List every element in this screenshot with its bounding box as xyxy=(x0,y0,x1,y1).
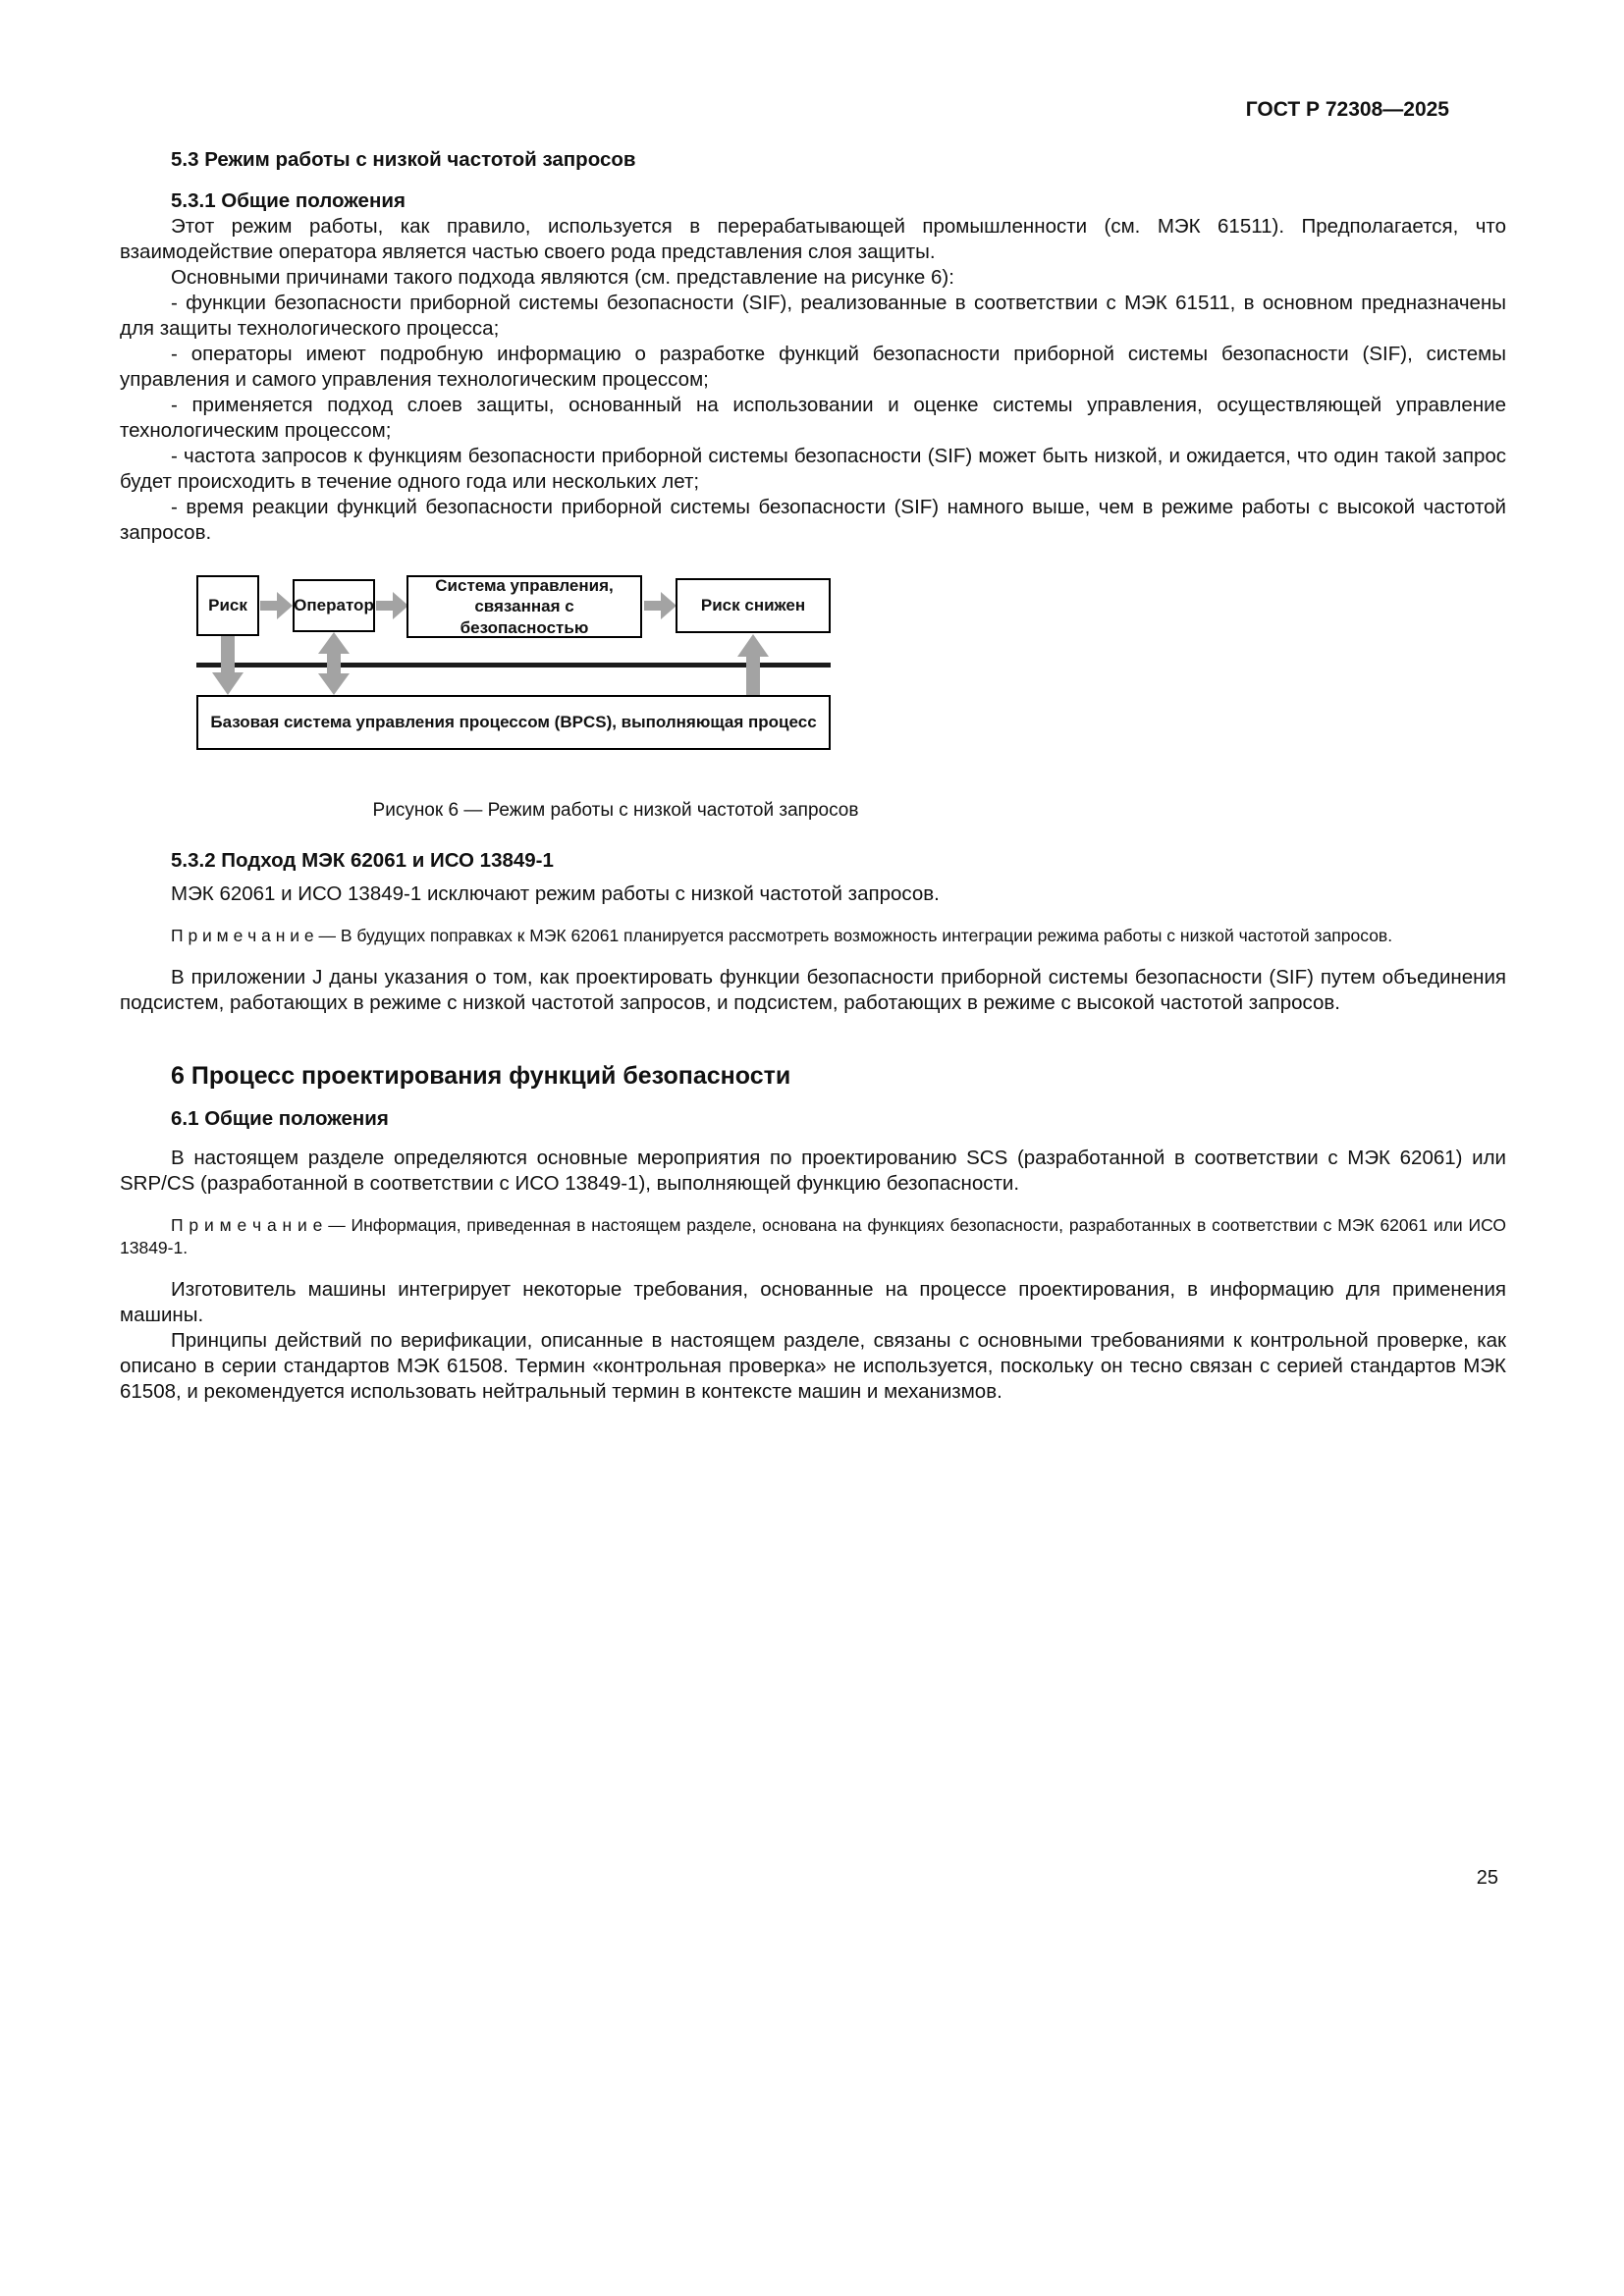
section-5-3-2-title: 5.3.2 Подход МЭК 62061 и ИСО 13849-1 xyxy=(171,849,554,872)
arrow-down-icon xyxy=(211,636,244,695)
arrow-right-icon xyxy=(376,591,409,620)
arrow-right-icon xyxy=(644,591,677,620)
figure-box-operator: Оператор xyxy=(293,579,375,632)
section-6-1-title: 6.1 Общие положения xyxy=(171,1107,389,1130)
paragraph: В приложении J даны указания о том, как проектировать функции безопасности приборной системы безопасности (SIF) путем объединения подсистем, работающих в режиме с низкой частотой запросов, и подсистем, работающих в режиме с высокой частотой запросов. xyxy=(120,966,1506,1014)
page-number: 25 xyxy=(1476,1867,1498,1889)
arrow-double-vertical-icon xyxy=(317,632,351,695)
bullet-item: - частота запросов к функциям безопасности приборной системы безопасности (SIF) может быть низкой, и ожидается, что один такой запрос будет происходить в течение одного года или нескольких лет; xyxy=(120,445,1506,493)
section-5-3-title: 5.3 Режим работы с низкой частотой запросов xyxy=(171,148,636,171)
paragraph: Принципы действий по верификации, описанные в настоящем разделе, связаны с основными требованиями к контрольной проверке, как описано в серии стандартов МЭК 61508. Термин «контрольная проверка» не используется, поскольку он тесно связан с серией стандартов МЭК 61508, и рекомендуется использовать нейтральный термин в контексте машин и механизмов. xyxy=(120,1329,1506,1403)
paragraph: В настоящем разделе определяются основные мероприятия по проектированию SCS (разработанной в соответствии с МЭК 62061) или SRP/CS (разработанной в соответствии с ИСО 13849-1), выполняющей функцию безопасности. xyxy=(120,1147,1506,1195)
bullet-item: - функции безопасности приборной системы безопасности (SIF), реализованные в соответствии с МЭК 61511, в основном предназначены для защиты технологического процесса; xyxy=(120,292,1506,340)
section-6-title: 6 Процесс проектирования функций безопасности xyxy=(171,1062,791,1090)
spacer xyxy=(120,1132,1506,1146)
paragraph: МЭК 62061 и ИСО 13849-1 исключают режим работы с низкой частотой запросов. xyxy=(171,882,940,905)
arrow-right-icon xyxy=(260,591,294,620)
spacer xyxy=(120,874,1506,881)
figure-6-caption: Рисунок 6 — Режим работы с низкой частотой запросов xyxy=(372,800,859,821)
page-content xyxy=(120,0,1506,1405)
figure-box-safety-control-system: Система управления, связанная с безопасностью xyxy=(406,575,642,638)
bullet-item: - операторы имеют подробную информацию о разработке функций безопасности приборной системы безопасности (SIF), системы управления и самого управления технологическим процессом; xyxy=(120,343,1506,391)
paragraph: Основными причинами такого подхода являются (см. представление на рисунке 6): xyxy=(171,266,954,289)
note-paragraph: П р и м е ч а н и е — В будущих поправках к МЭК 62061 планируется рассмотреть возможность интеграции режима работы с низкой частотой запросов. xyxy=(171,926,1393,945)
arrow-up-icon xyxy=(736,634,770,695)
bullet-item: - применяется подход слоев защиты, основанный на использовании и оценке системы управления, осуществляющей управление технологическим процессом; xyxy=(120,394,1506,442)
bullet-item: - время реакции функций безопасности приборной системы безопасности (SIF) намного выше, чем в режиме работы с высокой частотой запросов. xyxy=(120,496,1506,544)
figure-box-risk-reduced: Риск снижен xyxy=(676,578,831,633)
paragraph: Изготовитель машины интегрирует некоторые требования, основанные на процессе проектирования, в информацию для применения машины. xyxy=(120,1278,1506,1326)
section-5-3-1-title: 5.3.1 Общие положения xyxy=(171,189,406,212)
figure-box-risk: Риск xyxy=(196,575,259,636)
note-paragraph: П р и м е ч а н и е — Информация, приведенная в настоящем разделе, основана на функциях безопасности, разработанных в соответствии с МЭК 62061 или ИСО 13849-1. xyxy=(120,1215,1506,1257)
figure-6-diagram xyxy=(196,575,831,752)
figure-box-bpcs: Базовая система управления процессом (BPCS), выполняющая процесс xyxy=(196,695,831,750)
paragraph: Этот режим работы, как правило, используется в перерабатывающей промышленности (см. МЭК 61511). Предполагается, что взаимодействие оператора является частью своего рода представления слоя защиты. xyxy=(120,215,1506,263)
document-number-header: ГОСТ Р 72308—2025 xyxy=(1245,98,1449,121)
